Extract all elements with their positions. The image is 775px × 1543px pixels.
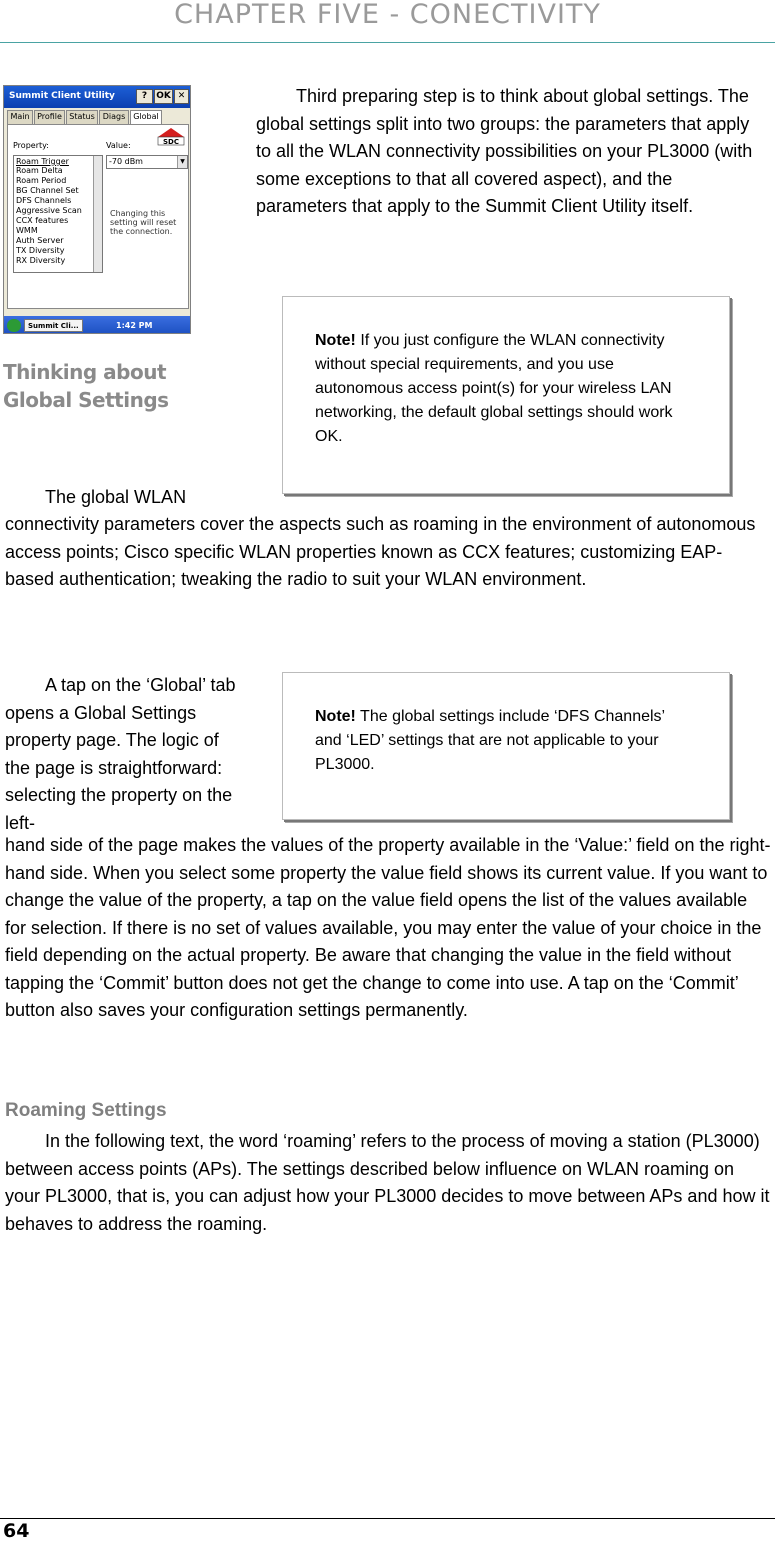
taskbar-app[interactable]: Summit Cli... — [24, 319, 83, 332]
tab-status[interactable]: Status — [66, 110, 98, 124]
note-box-default-settings — [282, 296, 730, 494]
chevron-down-icon[interactable]: ▼ — [177, 156, 187, 168]
list-item[interactable]: BG Channel Set — [16, 186, 79, 195]
note-label: Note! — [315, 332, 356, 349]
tap-paragraph: hand side of the page makes the values of the property available in the ‘Value:’ field on the right-hand side. When you select some property the value field shows its current value. If you want to change the value of the property, a tap on the value field opens the list of the values available for selection. If there is no set of values available, you may enter the value of your choice in the field depending on the actual property. Be aware that changing the value in the field without tapping the ‘Commit’ button does not get the change to come into use. A tap on the ‘Commit’ button also saves your configuration settings permanently. — [5, 835, 771, 1020]
tab-global[interactable]: Global — [130, 110, 162, 125]
chapter-title: CHAPTER FIVE - CONECTIVITY — [174, 0, 601, 30]
note-label: Note! — [315, 708, 356, 725]
property-list[interactable] — [13, 155, 103, 273]
note-text — [315, 329, 695, 449]
header-divider — [0, 42, 775, 43]
roaming-text: In the following text, the word ‘roaming’ refers to the process of moving a station (PL3000) between access points (APs). The settings described below influence on WLAN roaming on your PL3000, that is, you can adjust how your PL3000 decides to move between APs and how it behaves to address the roaming. — [5, 1131, 770, 1234]
list-item[interactable]: Roam Period — [16, 176, 67, 185]
svg-text:SDC: SDC — [163, 138, 179, 146]
summit-client-screenshot — [3, 85, 191, 334]
note-body: If you just configure the WLAN connectivity without special requirements, and you use autonomous access point(s) for your wireless LAN networking, the default global settings should work OK. — [315, 332, 673, 445]
ok-button[interactable]: OK — [154, 89, 173, 104]
list-item[interactable]: Auth Server — [16, 236, 64, 245]
list-item[interactable]: Roam Delta — [16, 166, 63, 175]
global-panel — [7, 124, 189, 309]
tab-main[interactable]: Main — [7, 110, 33, 124]
property-label: Property: — [13, 141, 49, 150]
list-item[interactable]: Aggressive Scan — [16, 206, 82, 215]
footer-divider — [0, 1518, 775, 1519]
note-box-dfs-led — [282, 672, 730, 820]
tab-diags[interactable]: Diags — [99, 110, 129, 124]
list-item[interactable]: WMM — [16, 226, 38, 235]
taskbar-time: 1:42 PM — [116, 321, 153, 330]
page-number: 64 — [3, 1520, 30, 1542]
list-item[interactable]: RX Diversity — [16, 256, 66, 265]
roaming-paragraph — [5, 1128, 770, 1238]
value-text: -70 dBm — [109, 157, 143, 166]
window-title: Summit Client Utility — [9, 91, 115, 101]
help-button[interactable]: ? — [136, 89, 153, 104]
list-item[interactable]: TX Diversity — [16, 246, 65, 255]
intro-text: Third preparing step is to think about global settings. The global settings split into two groups: the parameters that apply to all the WLAN connectivity possibilities on your PL3000 (with some exceptions to that all covered aspect), and the parameters that apply to the Summit Client Utility itself. — [256, 86, 753, 216]
note-body: The global settings include ‘DFS Channels’ and ‘LED’ settings that are not applicable to your PL3000. — [315, 708, 665, 773]
list-item[interactable]: CCX features — [16, 216, 69, 225]
note-text — [315, 705, 695, 777]
tap-paragraph-lead — [5, 672, 245, 837]
tab-profile[interactable]: Profile — [34, 110, 65, 124]
start-icon[interactable] — [7, 319, 21, 332]
taskbar — [4, 316, 191, 334]
roaming-heading: Roaming Settings — [5, 1100, 167, 1121]
window-titlebar — [4, 86, 191, 108]
value-label: Value: — [106, 141, 131, 150]
global-wlan-paragraph: connectivity parameters cover the aspects such as roaming in the environment of autonomous access points; Cisco specific WLAN properties known as CCX features; customizing EAP-based authentication; tweaking the radio to suit your WLAN environment. — [5, 514, 756, 589]
close-button[interactable]: ✕ — [174, 89, 189, 104]
reset-note: Changing this setting will reset the connection. — [110, 209, 177, 236]
side-heading: Thinking about Global Settings — [3, 360, 169, 412]
global-wlan-lead: The global WLAN — [45, 487, 187, 507]
sdc-logo-icon — [156, 128, 186, 146]
tap-lead-text: A tap on the ‘Global’ tab opens a Global Settings property page. The logic of the page is straightforward: selecting the property on the left- — [5, 675, 236, 833]
intro-paragraph — [256, 83, 766, 221]
list-item[interactable]: Roam Trigger — [16, 157, 69, 166]
list-item[interactable]: DFS Channels — [16, 196, 72, 205]
value-field[interactable] — [106, 155, 188, 169]
list-scrollbar[interactable] — [93, 156, 102, 272]
